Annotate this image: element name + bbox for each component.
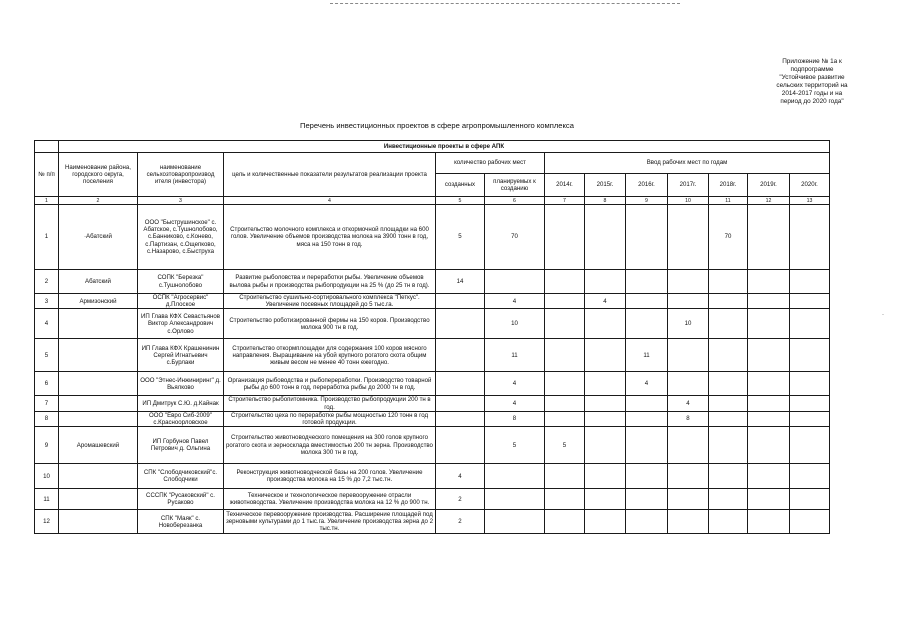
appendix-line: 2014-2017 годы и на [781, 90, 843, 97]
row-year-value [790, 510, 830, 534]
row-created-jobs [436, 396, 485, 411]
section-header: Инвестиционные проекты в сфере АПК [59, 141, 830, 153]
row-district [59, 372, 138, 396]
row-year-value [748, 270, 790, 294]
row-goal: Строительство откормплощадки для содержания 100 коров мясного направления. Выращивание на убой крупного рогатого скота общим живым весом не менее 40 тонн ежегодно. [224, 339, 436, 372]
row-year-value [748, 489, 790, 510]
row-year-value [709, 489, 748, 510]
column-index: 12 [748, 197, 790, 205]
column-index-row [35, 197, 830, 205]
row-year-value [545, 205, 585, 270]
row-year-value [748, 396, 790, 411]
row-district: Армизонский [59, 294, 138, 309]
appendix-line: Приложение № 1а к [782, 58, 842, 65]
row-number: 1 [35, 205, 59, 270]
row-year-value [668, 294, 709, 309]
row-year-value [790, 411, 830, 426]
header-district: Наименование района, городского округа, поселения [59, 153, 138, 197]
column-index: 6 [485, 197, 545, 205]
row-planned-jobs: 4 [485, 372, 545, 396]
row-planned-jobs: 11 [485, 339, 545, 372]
row-year-value [626, 205, 668, 270]
row-district [59, 489, 138, 510]
table-row [35, 464, 830, 489]
row-year-value [626, 294, 668, 309]
row-year-value [585, 427, 626, 464]
row-created-jobs: 2 [436, 489, 485, 510]
row-year-value [709, 270, 748, 294]
row-year-value [668, 427, 709, 464]
appendix-line: период до 2020 года" [780, 98, 844, 105]
row-year-value [585, 205, 626, 270]
row-planned-jobs [485, 270, 545, 294]
row-year-value [790, 489, 830, 510]
row-year-value [585, 411, 626, 426]
row-year-value: 11 [626, 339, 668, 372]
row-year-value [626, 309, 668, 339]
row-district: Аромашевский [59, 427, 138, 464]
row-planned-jobs: 10 [485, 309, 545, 339]
row-organization: СПК "Слободчиковский"с. Слободчики [138, 464, 224, 489]
row-year-value [748, 464, 790, 489]
table-row [35, 294, 830, 309]
row-year-value [748, 309, 790, 339]
row-created-jobs [436, 309, 485, 339]
row-number: 8 [35, 411, 59, 426]
appendix-line: подпрограмме [790, 66, 834, 73]
row-year-value: 10 [668, 309, 709, 339]
row-year-value: 5 [545, 427, 585, 464]
row-planned-jobs: 4 [485, 294, 545, 309]
table-row [35, 270, 830, 294]
table-row [35, 372, 830, 396]
row-planned-jobs [485, 489, 545, 510]
row-year-value [748, 411, 790, 426]
row-year-value [790, 339, 830, 372]
row-organization: ООО "Евро Сиб-2009" с.Красноорловское [138, 411, 224, 426]
row-year-value [668, 339, 709, 372]
row-created-jobs [436, 294, 485, 309]
table-row [35, 309, 830, 339]
row-organization: ИП Дмитрук С.Ю. д.Кайнак [138, 396, 224, 411]
header-org: наименование сельхозтоваропроизвод ителя (инвестора) [138, 153, 224, 197]
row-year-value [585, 339, 626, 372]
row-year-value [709, 372, 748, 396]
row-planned-jobs: 4 [485, 396, 545, 411]
appendix-line: "Устойчивое развитие [779, 74, 845, 81]
header-goal: цель и количественные показатели результатов реализации проекта [224, 153, 436, 197]
row-goal: Строительство животноводческого помещения на 300 голов крупного рогатого скота и зерносклада вместимостью 200 тн зерна. Производство молока 300 тн в год. [224, 427, 436, 464]
row-year-value [585, 510, 626, 534]
row-district: Абатский [59, 270, 138, 294]
header-num: № п/п [35, 153, 59, 197]
column-index: 10 [668, 197, 709, 205]
row-year-value [748, 427, 790, 464]
row-number: 11 [35, 489, 59, 510]
row-year-value [626, 427, 668, 464]
row-year-value [668, 270, 709, 294]
header-jobs: количество рабочих мест [436, 153, 545, 174]
row-year-value [790, 309, 830, 339]
row-year-value: 4 [585, 294, 626, 309]
row-number: 12 [35, 510, 59, 534]
row-year-value [626, 411, 668, 426]
row-year-value [748, 294, 790, 309]
row-goal: Строительство сушильно-сортировального комплекса "Петкус". Увеличение посевных площадей до 5 тыс.га. [224, 294, 436, 309]
header-year: 2017г. [668, 174, 709, 197]
row-year-value [626, 489, 668, 510]
header-blank [35, 141, 59, 153]
document-title: Перечень инвестиционных проектов в сфере агропромышленного комплекса [300, 121, 574, 130]
header-intro-by-year: Ввод рабочих мест по годам [545, 153, 830, 174]
margin-mark: · [882, 312, 884, 318]
header-year: 2016г. [626, 174, 668, 197]
row-goal: Техническое перевооружение производства. Расширение площадей под зерновыми культурами до 1 тыс.га. Увеличение производства зерна до 2 тыс.тн. [224, 510, 436, 534]
column-index: 1 [35, 197, 59, 205]
row-year-value [668, 372, 709, 396]
row-organization: ИП Глава КФХ Севастьянов Виктор Александрович с.Орлово [138, 309, 224, 339]
header-year: 2014г. [545, 174, 585, 197]
column-index: 4 [224, 197, 436, 205]
row-number: 9 [35, 427, 59, 464]
row-year-value [709, 339, 748, 372]
row-year-value [790, 396, 830, 411]
row-goal: Строительство роботизированной фермы на 150 коров. Производство молока 900 тн в год. [224, 309, 436, 339]
row-created-jobs: 2 [436, 510, 485, 534]
row-year-value [585, 396, 626, 411]
table-row [35, 339, 830, 372]
row-planned-jobs: 70 [485, 205, 545, 270]
row-number: 4 [35, 309, 59, 339]
row-organization: ООО "Быструшинское" с. Абатское, с.Тушнолобово, с.Банниково, с.Конево, с.Партизан, с.Ощепково, с.Назарово, с.Быструха [138, 205, 224, 270]
row-planned-jobs [485, 510, 545, 534]
row-year-value [790, 205, 830, 270]
row-year-value [790, 372, 830, 396]
row-year-value [585, 270, 626, 294]
row-year-value: 4 [668, 396, 709, 411]
row-year-value [585, 309, 626, 339]
row-year-value [748, 339, 790, 372]
header-planned: планируемых к созданию [485, 174, 545, 197]
top-edge-line [330, 3, 680, 4]
column-index: 2 [59, 197, 138, 205]
row-created-jobs [436, 372, 485, 396]
row-created-jobs [436, 427, 485, 464]
row-year-value [545, 464, 585, 489]
row-district [59, 464, 138, 489]
row-number: 3 [35, 294, 59, 309]
column-index: 8 [585, 197, 626, 205]
row-year-value [709, 510, 748, 534]
table-row [35, 396, 830, 411]
row-goal: Техническое и технологическое перевооружение отрасли животноводства. Увеличение производства молока на 12 % до 900 тн. [224, 489, 436, 510]
appendix-line: сельских территорий на [776, 82, 848, 89]
row-year-value [545, 372, 585, 396]
row-organization: ОСПК "Агросервис" д.Плоское [138, 294, 224, 309]
row-year-value [545, 294, 585, 309]
row-year-value [668, 510, 709, 534]
header-year: 2019г. [748, 174, 790, 197]
column-index: 13 [790, 197, 830, 205]
row-created-jobs: 14 [436, 270, 485, 294]
row-year-value [585, 489, 626, 510]
row-year-value [748, 205, 790, 270]
row-organization: ООО "Этнес-Инжиниринг" д. Вьялково [138, 372, 224, 396]
table-row [35, 427, 830, 464]
row-district [59, 396, 138, 411]
row-district [59, 339, 138, 372]
row-year-value [585, 372, 626, 396]
table-row [35, 411, 830, 426]
row-organization: СССПК "Русаковский" с. Русаково [138, 489, 224, 510]
table-row [35, 205, 830, 270]
header-created: созданных [436, 174, 485, 197]
row-year-value [626, 464, 668, 489]
row-year-value [545, 510, 585, 534]
row-year-value [709, 411, 748, 426]
row-planned-jobs: 5 [485, 427, 545, 464]
row-year-value [585, 464, 626, 489]
table-row [35, 510, 830, 534]
column-index: 11 [709, 197, 748, 205]
row-year-value [545, 339, 585, 372]
row-number: 6 [35, 372, 59, 396]
row-number: 5 [35, 339, 59, 372]
row-year-value [709, 309, 748, 339]
row-year-value [668, 205, 709, 270]
row-year-value [748, 510, 790, 534]
row-number: 2 [35, 270, 59, 294]
row-goal: Строительство молочного комплекса и откормочной площадки на 600 голов. Увеличение объемов производства молока на 3900 тонн в год, мяса на 150 тонн в год. [224, 205, 436, 270]
row-year-value [790, 294, 830, 309]
row-year-value [545, 309, 585, 339]
row-year-value [545, 489, 585, 510]
row-created-jobs: 4 [436, 464, 485, 489]
row-created-jobs [436, 411, 485, 426]
row-goal: Строительство цеха по переработке рыбы мощностью 120 тонн в год готовой продукции. [224, 411, 436, 426]
investment-projects-table [34, 140, 830, 534]
row-goal: Реконструкция животноводческой базы на 200 голов. Увеличение производства молока на 15 % до 7,2 тыс.тн. [224, 464, 436, 489]
header-year: 2020г. [790, 174, 830, 197]
header-year: 2018г. [709, 174, 748, 197]
column-index: 9 [626, 197, 668, 205]
row-year-value: 4 [626, 372, 668, 396]
row-year-value [668, 489, 709, 510]
row-year-value: 70 [709, 205, 748, 270]
row-organization: СОПК "Березка" с.Тушнолобово [138, 270, 224, 294]
row-year-value [790, 427, 830, 464]
row-goal: Развитие рыболовства и переработки рыбы. Увеличение объемов вылова рыбы и производства рыбопродукции на 25 % (до 25 тн в год). [224, 270, 436, 294]
row-year-value [545, 411, 585, 426]
row-created-jobs [436, 339, 485, 372]
row-organization: СПК "Маяк" с. Новоберезанка [138, 510, 224, 534]
row-district [59, 510, 138, 534]
row-year-value: 8 [668, 411, 709, 426]
row-year-value [545, 396, 585, 411]
appendix-note [742, 58, 882, 106]
row-year-value [709, 464, 748, 489]
row-number: 7 [35, 396, 59, 411]
row-year-value [626, 510, 668, 534]
row-year-value [790, 464, 830, 489]
column-index: 5 [436, 197, 485, 205]
row-year-value [790, 270, 830, 294]
row-planned-jobs [485, 464, 545, 489]
row-district [59, 309, 138, 339]
row-year-value [748, 372, 790, 396]
row-year-value [545, 270, 585, 294]
row-year-value [626, 396, 668, 411]
column-index: 3 [138, 197, 224, 205]
row-goal: Организация рыбоводства и рыбопереработки. Производство товарной рыбы до 600 тонн в год, переработка рыбы до 2000 тн в год. [224, 372, 436, 396]
column-index: 7 [545, 197, 585, 205]
table-row [35, 489, 830, 510]
row-created-jobs: 5 [436, 205, 485, 270]
row-year-value [626, 270, 668, 294]
row-planned-jobs: 8 [485, 411, 545, 426]
row-number: 10 [35, 464, 59, 489]
header-year: 2015г. [585, 174, 626, 197]
row-year-value [709, 396, 748, 411]
row-organization: ИП Глава КФХ Крашенинин Сергей Игнатьевич с.Бурлаки [138, 339, 224, 372]
row-organization: ИП Горбунов Павел Петрович д. Ольгина [138, 427, 224, 464]
row-goal: Строительство рыбопитомника. Производство рыбопродукции 200 тн в год. [224, 396, 436, 411]
row-year-value [709, 294, 748, 309]
row-district [59, 411, 138, 426]
row-year-value [668, 464, 709, 489]
row-district: ·Абатский [59, 205, 138, 270]
row-year-value [709, 427, 748, 464]
